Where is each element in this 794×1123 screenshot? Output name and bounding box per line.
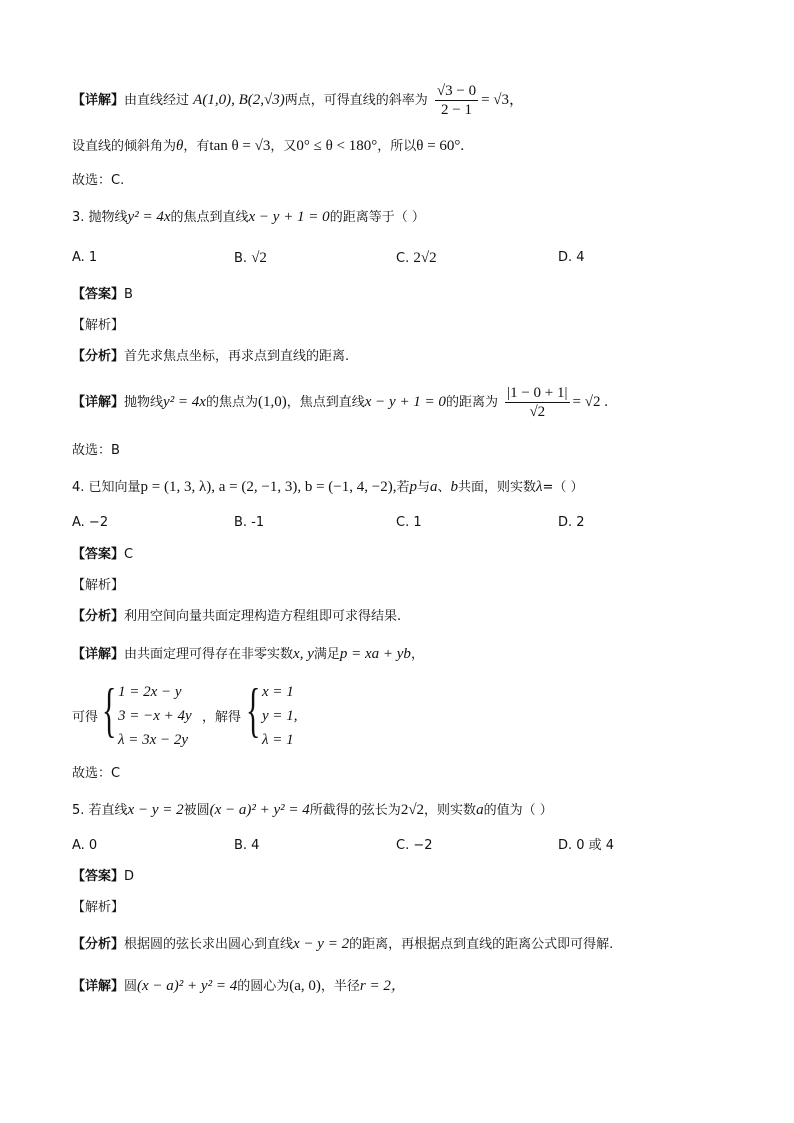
q3-option-c: C. 2√2 — [396, 250, 437, 266]
left-brace-icon: { — [102, 677, 117, 743]
q3-jiexi: 【解析】 — [72, 318, 125, 333]
q3-option-b: B. √2 — [234, 250, 267, 266]
q5-answer: 【答案】D — [72, 869, 135, 884]
q3-analysis: 【分析】首先求焦点坐标，再求点到直线的距离. — [72, 349, 350, 364]
q4-option-d: D. 2 — [558, 515, 585, 530]
system-1: { 1 = 2x − y 3 = −x + 4y λ = 3x − 2y — [102, 677, 192, 748]
q2-detail-line: 【详解】由直线经过 A(1,0), B(2,√3)两点，可得直线的斜率为 $\frac{√3 - 0}{2 - 1}$ = √3， — [72, 83, 525, 118]
q3-option-d: D. 4 — [558, 250, 585, 265]
q3-detail: 【详解】抛物线y² = 4x的焦点为(1,0)，焦点到直线x − y + 1 = 0的距离为 $\frac{|1 - 0 + 1|}{√2}$ = √2 . — [72, 385, 608, 420]
q4-option-b: B. -1 — [234, 515, 265, 530]
slope-fraction: $\frac{√3 - 0}{2 - 1}$ — [436, 83, 477, 118]
q5-detail: 【详解】圆(x − a)² + y² = 4的圆心为(a, 0)，半径r = 2， — [72, 978, 406, 994]
left-brace-icon: { — [246, 677, 261, 743]
q5-option-c: C. −2 — [396, 838, 433, 853]
q4-detail: 【详解】由共面定理可得存在非零实数x, y满足p = xa + yb， — [72, 646, 424, 662]
q5-option-a: A. 0 — [72, 838, 98, 853]
q5-jiexi: 【解析】 — [72, 900, 125, 915]
q4-equation-systems: 可得 { 1 = 2x − y 3 = −x + 4y λ = 3x − 2y ，解得 { x = 1 y = 1, λ = 1 — [72, 680, 392, 756]
q5-option-b: B. 4 — [234, 838, 260, 853]
q3-stem: 3. 抛物线y² = 4x的焦点到直线x − y + 1 = 0的距离等于（ ） — [72, 209, 425, 225]
system-2: { x = 1 y = 1, λ = 1 — [246, 677, 298, 748]
q4-answer: 【答案】C — [72, 547, 134, 562]
q2-final-answer: 故选：C. — [72, 173, 125, 188]
q4-final: 故选：C — [72, 766, 121, 781]
q4-jiexi: 【解析】 — [72, 578, 125, 593]
q4-stem: 4. 已知向量p = (1, 3, λ), a = (2, −1, 3), b = (−1, 4, −2),若p与a、b共面，则实数λ=（ ） — [72, 479, 584, 495]
q5-option-d: D. 0 或 4 — [558, 838, 615, 853]
q3-answer: 【答案】B — [72, 287, 133, 302]
q5-analysis: 【分析】根据圆的弦长求出圆心到直线x − y = 2的距离，再根据点到直线的距离公式即可得解. — [72, 936, 614, 952]
q2-angle-line: 设直线的倾斜角为θ，有tan θ = √3，又0° ≤ θ < 180°，所以θ = 60°. — [72, 138, 465, 154]
detail-tag: 【详解】 — [72, 93, 125, 108]
q5-stem: 5. 若直线x − y = 2被圆(x − a)² + y² = 4所截得的弦长为2√2，则实数a的值为（ ） — [72, 802, 553, 818]
q4-option-c: C. 1 — [396, 515, 422, 530]
q4-analysis: 【分析】利用空间向量共面定理构造方程组即可求得结果. — [72, 609, 402, 624]
distance-fraction: $\frac{|1 - 0 + 1|}{√2}$ — [507, 385, 568, 420]
q4-option-a: A. −2 — [72, 515, 109, 530]
q3-final: 故选：B — [72, 443, 120, 458]
q3-option-a: A. 1 — [72, 250, 98, 265]
